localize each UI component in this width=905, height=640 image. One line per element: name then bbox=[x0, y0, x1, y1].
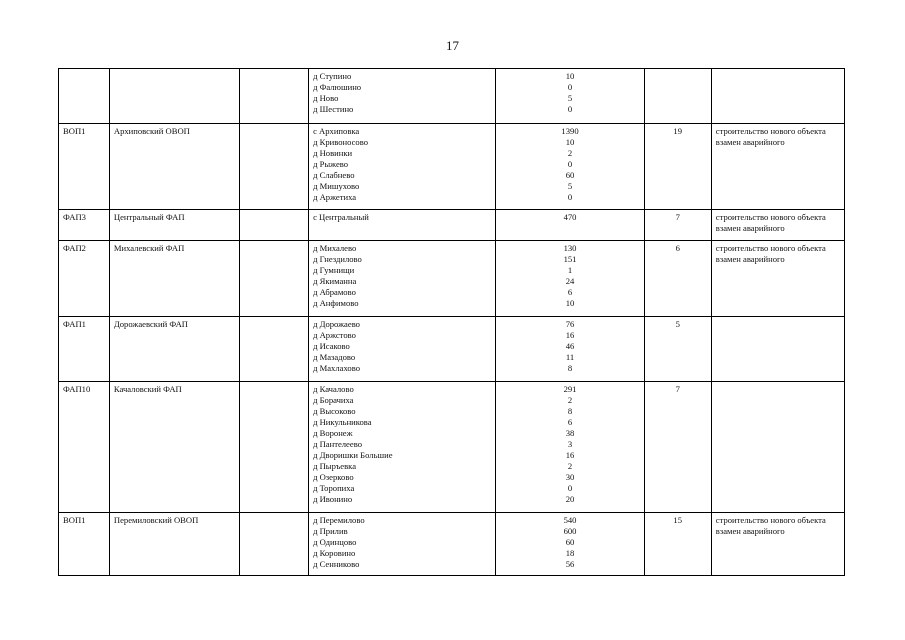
village-name: д Аржетиха bbox=[313, 192, 357, 202]
table-row bbox=[59, 69, 845, 124]
village-population: 5 bbox=[567, 93, 573, 103]
village-name: д Ступино bbox=[313, 71, 352, 81]
empty-cell bbox=[239, 382, 308, 513]
note-cell bbox=[711, 69, 844, 124]
note-cell: строительство нового объекта взамен аварийного bbox=[711, 210, 844, 241]
village-name: д Прилив bbox=[313, 526, 348, 536]
note-cell: строительство нового объекта взамен аварийного bbox=[711, 124, 844, 210]
facility-code-cell: ФАП2 bbox=[59, 241, 110, 317]
note-cell bbox=[711, 317, 844, 382]
village-population: 470 bbox=[563, 212, 577, 222]
village-population: 56 bbox=[565, 559, 575, 569]
village-name: д Слабнево bbox=[313, 170, 355, 180]
village-population: 2 bbox=[567, 148, 573, 158]
village-population: 130 bbox=[563, 243, 577, 253]
village-population: 10 bbox=[565, 298, 575, 308]
table-row bbox=[59, 317, 845, 382]
village-population: 10 bbox=[565, 71, 575, 81]
population-cell bbox=[496, 124, 644, 210]
village-population: 1390 bbox=[561, 126, 579, 136]
facility-code-cell: ВОП1 bbox=[59, 124, 110, 210]
village-name: д Исаково bbox=[313, 341, 350, 351]
village-population: 30 bbox=[565, 472, 575, 482]
population-cell bbox=[496, 382, 644, 513]
village-population: 2 bbox=[567, 395, 573, 405]
village-name: с Центральный bbox=[313, 212, 369, 222]
village-name: д Махлахово bbox=[313, 363, 361, 373]
facility-name-cell: Архиповский ОВОП bbox=[109, 124, 239, 210]
village-population: 20 bbox=[565, 494, 575, 504]
village-population: 60 bbox=[565, 537, 575, 547]
village-name: д Перемилово bbox=[313, 515, 365, 525]
population-cell bbox=[496, 210, 644, 241]
village-population: 38 bbox=[565, 428, 575, 438]
table-row bbox=[59, 382, 845, 513]
village-population: 76 bbox=[565, 319, 575, 329]
note-cell: строительство нового объекта взамен аварийного bbox=[711, 241, 844, 317]
village-name: д Якиманна bbox=[313, 276, 357, 286]
village-name: д Дворишки Большие bbox=[313, 450, 393, 460]
village-population: 0 bbox=[567, 192, 573, 202]
facility-number-cell: 6 bbox=[644, 241, 711, 317]
facility-number-cell: 19 bbox=[644, 124, 711, 210]
village-name: д Дорожаево bbox=[313, 319, 360, 329]
village-population: 60 bbox=[565, 170, 575, 180]
facility-name-cell: Дорожаевский ФАП bbox=[109, 317, 239, 382]
villages-cell bbox=[309, 241, 496, 317]
population-cell bbox=[496, 241, 644, 317]
villages-cell bbox=[309, 513, 496, 576]
facility-number-cell: 5 bbox=[644, 317, 711, 382]
facility-code-cell: ФАП3 bbox=[59, 210, 110, 241]
village-name: д Высоково bbox=[313, 406, 356, 416]
village-name: д Ново bbox=[313, 93, 339, 103]
population-cell bbox=[496, 317, 644, 382]
facility-code-cell: ФАП10 bbox=[59, 382, 110, 513]
village-population: 8 bbox=[567, 406, 573, 416]
population-cell bbox=[496, 513, 644, 576]
table-row bbox=[59, 513, 845, 576]
village-name: д Шестино bbox=[313, 104, 354, 114]
village-population: 600 bbox=[563, 526, 577, 536]
villages-cell bbox=[309, 124, 496, 210]
table-row bbox=[59, 210, 845, 241]
village-name: д Сенниково bbox=[313, 559, 360, 569]
empty-cell bbox=[239, 210, 308, 241]
village-population: 16 bbox=[565, 330, 575, 340]
village-population: 0 bbox=[567, 104, 573, 114]
village-population: 0 bbox=[567, 483, 573, 493]
village-name: д Михалево bbox=[313, 243, 357, 253]
facility-code-cell bbox=[59, 69, 110, 124]
village-name: д Качалово bbox=[313, 384, 354, 394]
villages-cell bbox=[309, 382, 496, 513]
village-name: д Абрамово bbox=[313, 287, 356, 297]
empty-cell bbox=[239, 513, 308, 576]
village-name: д Коровино bbox=[313, 548, 356, 558]
empty-cell bbox=[239, 241, 308, 317]
facility-number-cell: 15 bbox=[644, 513, 711, 576]
village-name: д Аржстово bbox=[313, 330, 356, 340]
empty-cell bbox=[239, 124, 308, 210]
note-cell bbox=[711, 382, 844, 513]
village-population: 151 bbox=[563, 254, 577, 264]
village-population: 0 bbox=[567, 82, 573, 92]
village-population: 3 bbox=[567, 439, 573, 449]
village-population: 24 bbox=[565, 276, 575, 286]
village-name: д Воронеж bbox=[313, 428, 353, 438]
village-name: д Новинки bbox=[313, 148, 353, 158]
village-name: д Никульникова bbox=[313, 417, 372, 427]
village-population: 1 bbox=[567, 265, 573, 275]
village-name: д Анфимово bbox=[313, 298, 359, 308]
facility-code-cell: ВОП1 bbox=[59, 513, 110, 576]
facility-name-cell: Перемиловский ОВОП bbox=[109, 513, 239, 576]
village-population: 11 bbox=[565, 352, 575, 362]
village-name: д Гумнищи bbox=[313, 265, 355, 275]
village-population: 46 bbox=[565, 341, 575, 351]
village-name: д Одинцово bbox=[313, 537, 357, 547]
facilities-table bbox=[58, 68, 845, 576]
village-name: д Пантелеево bbox=[313, 439, 362, 449]
village-population: 5 bbox=[567, 181, 573, 191]
population-cell bbox=[496, 69, 644, 124]
table-row bbox=[59, 241, 845, 317]
villages-cell bbox=[309, 210, 496, 241]
villages-cell bbox=[309, 317, 496, 382]
village-population: 10 bbox=[565, 137, 575, 147]
village-name: д Борачиха bbox=[313, 395, 354, 405]
village-population: 6 bbox=[567, 417, 573, 427]
facility-number-cell: 7 bbox=[644, 382, 711, 513]
village-name: д Пыръевка bbox=[313, 461, 357, 471]
village-population: 6 bbox=[567, 287, 573, 297]
facility-name-cell: Михалевский ФАП bbox=[109, 241, 239, 317]
village-population: 0 bbox=[567, 159, 573, 169]
village-population: 540 bbox=[563, 515, 577, 525]
village-name: д Фалюшино bbox=[313, 82, 362, 92]
table-body bbox=[59, 69, 845, 576]
facility-name-cell: Центральный ФАП bbox=[109, 210, 239, 241]
village-name: д Мишухово bbox=[313, 181, 360, 191]
empty-cell bbox=[239, 69, 308, 124]
page-number: 17 bbox=[446, 38, 459, 53]
villages-cell bbox=[309, 69, 496, 124]
table-row bbox=[59, 124, 845, 210]
village-name: д Озерково bbox=[313, 472, 354, 482]
village-population: 291 bbox=[563, 384, 577, 394]
empty-cell bbox=[239, 317, 308, 382]
village-population: 8 bbox=[567, 363, 573, 373]
village-name: д Гнездилово bbox=[313, 254, 362, 264]
note-cell: строительство нового объекта взамен аварийного bbox=[711, 513, 844, 576]
village-name: д Ивонино bbox=[313, 494, 353, 504]
village-name: с Архиповка bbox=[313, 126, 360, 136]
village-name: д Мазадово bbox=[313, 352, 356, 362]
village-population: 2 bbox=[567, 461, 573, 471]
facility-number-cell: 7 bbox=[644, 210, 711, 241]
facility-code-cell: ФАП1 bbox=[59, 317, 110, 382]
village-population: 18 bbox=[565, 548, 575, 558]
facility-name-cell bbox=[109, 69, 239, 124]
facility-name-cell: Качаловский ФАП bbox=[109, 382, 239, 513]
facility-number-cell bbox=[644, 69, 711, 124]
village-population: 16 bbox=[565, 450, 575, 460]
village-name: д Кривоносово bbox=[313, 137, 369, 147]
village-name: д Рыжево bbox=[313, 159, 349, 169]
village-name: д Торопиха bbox=[313, 483, 355, 493]
